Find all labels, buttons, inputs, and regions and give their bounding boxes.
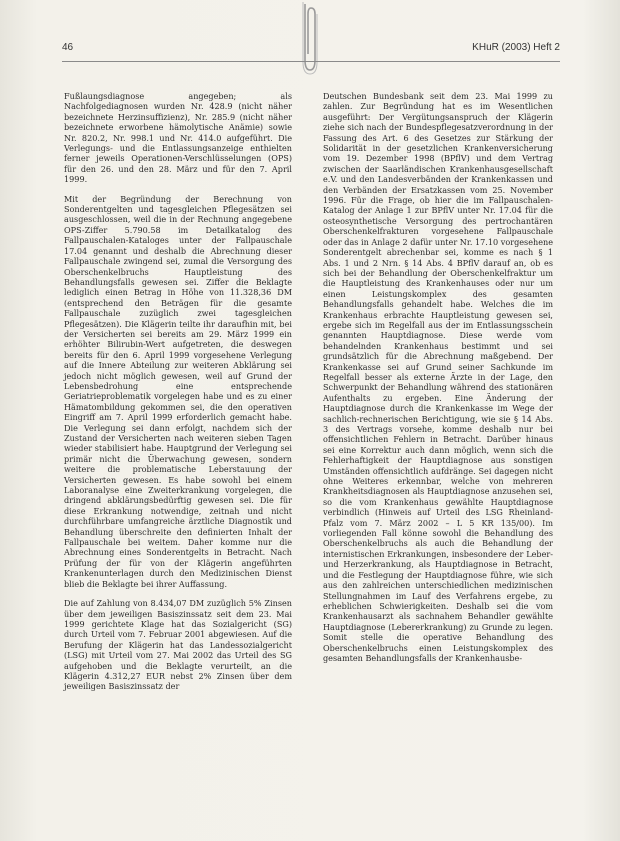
page-number: 46 xyxy=(62,42,74,53)
right-column xyxy=(323,91,553,672)
paragraph: Fußlaungsdiagnose angegeben; als Nachfolgediagnosen wurden Nr. 428.9 (nicht näher bezeichnete Herzinsuffizienz), Nr. 285.9 (nicht näher bezeichnete erworbene hämolytische Anämie) sowie Nr. 820.2, Nr. 998.1 und Nr. 414.0 aufgeführt. Die Verlegungs- und die Entlassungsanzeige enthielten ferner jeweils Operationen-Verschlüsselungen (OPS) für den 26. und den 28. März und für den 7. April 1999. xyxy=(64,91,292,185)
journal-reference: KHuR (2003) Heft 2 xyxy=(472,42,560,53)
paragraph: Mit der Begründung der Berechnung von Sonderentgelten und tagesgleichen Pflegesätzen sei ausgeschlossen, weil die in der Rechnung angegebene OPS-Ziffer 5.790.58 im Detailkatalog des Fallpauschalen-Kataloges unter der Fallpauschale 17.04 genannt und deshalb die Abrechnung dieser Fallpauschale zwingend sei, zumal die Versorgung des Oberschenkelbruchs Hauptleistung des Behandlungsfalls gewesen sei. Ziffer die Beklagte lediglich einen Betrag in Höhe von 11.328,36 DM (entsprechend den Beträgen für die gesamte Fallpauschale zuzüglich zwei tagesgleichen Pflegesätzen). Die Klägerin teilte ihr daraufhin mit, bei der Versicherten sei bereits am 29. März 1999 ein erhöhter Bilirubin-Wert aufgetreten, die deswegen bereits für den 6. April 1999 vorgesehene Verlegung auf die Innere Abteilung zur weiteren Abklärung sei jedoch nicht möglich gewesen, weil auf Grund der Lebensbedrohung eine entsprechende Geriatrieproblematik vorgelegen habe und es zu einer Hämatombildung gekommen sei, die den operativen Eingriff am 7. April 1999 erforderlich gemacht habe. Die Verlegung sei dann erfolgt, nachdem sich der Zustand der Versicherten nach weiteren sieben Tagen wieder stabilisiert habe. Hauptgrund der Verlegung sei primär nicht die Überwachung gewesen, sondern weitere die problematische Leberstauung der Versicherten gewesen. Es habe sowohl bei einem Laboranalyse eine Zweiterkrankung vorgelegen, die dringend abklärungsbedürftig gewesen sei. Die für diese Erkrankung notwendige, zeitnah und nicht durchführbare umfangreiche ärztliche Diagnostik und Behandlung überschreite den definierten Inhalt der Fallpauschale bei weitem. Daher komme nur die Abrechnung eines Sonderentgelts in Betracht. Nach Prüfung der für von der Klägerin angeführten Krankenunterlagen durch den Medizinischen Dienst blieb die Beklagte bei ihrer Auffassung. xyxy=(64,193,292,589)
paragraph: Die auf Zahlung von 8.434,07 DM zuzüglich 5% Zinsen über dem jeweiligen Basiszinssatz seit dem 23. Mai 1999 gerichtete Klage hat das Sozialgericht (SG) durch Urteil vom 7. Februar 2001 abgewiesen. Auf die Berufung der Klägerin hat das Landessozialgericht (LSG) mit Urteil vom 27. Mai 2002 das Urteil des SG aufgehoben und die Beklagte verurteilt, an die Klägerin 4.312,27 EUR nebst 2% Zinsen über dem jeweiligen Basiszinssatz der xyxy=(64,598,292,692)
paperclip-icon xyxy=(298,0,320,76)
paragraph: Deutschen Bundesbank seit dem 23. Mai 1999 zu zahlen. Zur Begründung hat es im Wesentlichen ausgeführt: Der Vergütungsanspruch der Klägerin ziehe sich nach der Bundespflegesatzverordnung in der Fassung des Art. 6 des Gesetzes zur Stärkung der Solidarität in der gesetzlichen Krankenversicherung vom 19. Dezember 1998 (BPflV) und dem Vertrag zwischen der Saarländischen Krankenhausgesellschaft e.V. und den Landesverbänden der Krankenkassen und den Verbänden der Ersatzkassen vom 25. November 1996. Für die Frage, ob hier die im Fallpauschalen-Katalog der Anlage 1 zur BPflV unter Nr. 17.04 für die osteosynthetische Versorgung des pertrochantären Oberschenkelfrakturen vorgesehene Fallpauschale oder das in Anlage 2 dafür unter Nr. 17.10 vorgesehene Sonderentgelt abrechenbar sei, komme es nach § 1 Abs. 1 und 2 Nrn. § 14 Abs. 4 BPflV darauf an, ob es sich bei der Behandlung der Oberschenkelfraktur um die Hauptleistung des Krankenhauses oder nur um einen Leistungskomplex des gesamten Behandlungsfalls gehandelt habe. Welches die im Krankenhaus erbrachte Hauptleistung gewesen sei, ergebe sich im Regelfall aus der im Entlassungsschein genannten Hauptdiagnose. Diese werde vom behandelnden Krankenhaus bestimmt und sei grundsätzlich für die Abrechnung maßgebend. Der Krankenkasse sei auf Grund seiner Sachkunde im Regelfall besser als externe Ärzte in der Lage, den Schwerpunkt der Behandlung während des stationären Aufenthalts zu ergeben. Eine Änderung der Hauptdiagnose durch die Krankenkasse im Wege der sachlich-rechnerischen Berichtigung, wie sie § 14 Abs. 3 des Vertrags vorsehe, komme deshalb nur bei offensichtlichen Fehlern in Betracht. Darüber hinaus sei eine Korrektur auch dann möglich, wenn sich die Fehlerhaftigkeit der Hauptdiagnose aus sonstigen Umständen offensichtlich aufdränge. Sei dagegen nicht ohne Weiteres erkennbar, welche von mehreren Krankheitsdiagnosen als Hauptdiagnose anzusehen sei, so die vom Krankenhaus gewählte Hauptdiagnose verbindlich (Hinweis auf Urteil des LSG Rheinland-Pfalz vom 7. März 2002 – L 5 KR 135/00). Im vorliegenden Fall könne sowohl die Behandlung des Oberschenkelbruchs als auch die Behandlung der internistischen Erkrankungen, insbesondere der Leber- und Herzerkrankung, als Hauptdiagnose in Betracht, und die Festlegung der Hauptdiagnose führe, wie sich aus den zahlreichen unterschiedlichen medizinischen Stellungnahmen im Lauf des Verfahrens ergebe, zu erheblichen Schwierigkeiten. Deshalb sei die vom Krankenhausarzt als sachnahem Behandler gewählte Hauptdiagnose (Lebererkrankung) zu Grunde zu legen. Somit stelle die operative Behandlung des Oberschenkelbruchs einen Leistungskomplex des gesamten Behandlungsfalls der Krankenhausbe- xyxy=(323,91,553,663)
running-header xyxy=(62,40,560,56)
left-column xyxy=(64,91,292,701)
header-rule xyxy=(62,61,560,62)
